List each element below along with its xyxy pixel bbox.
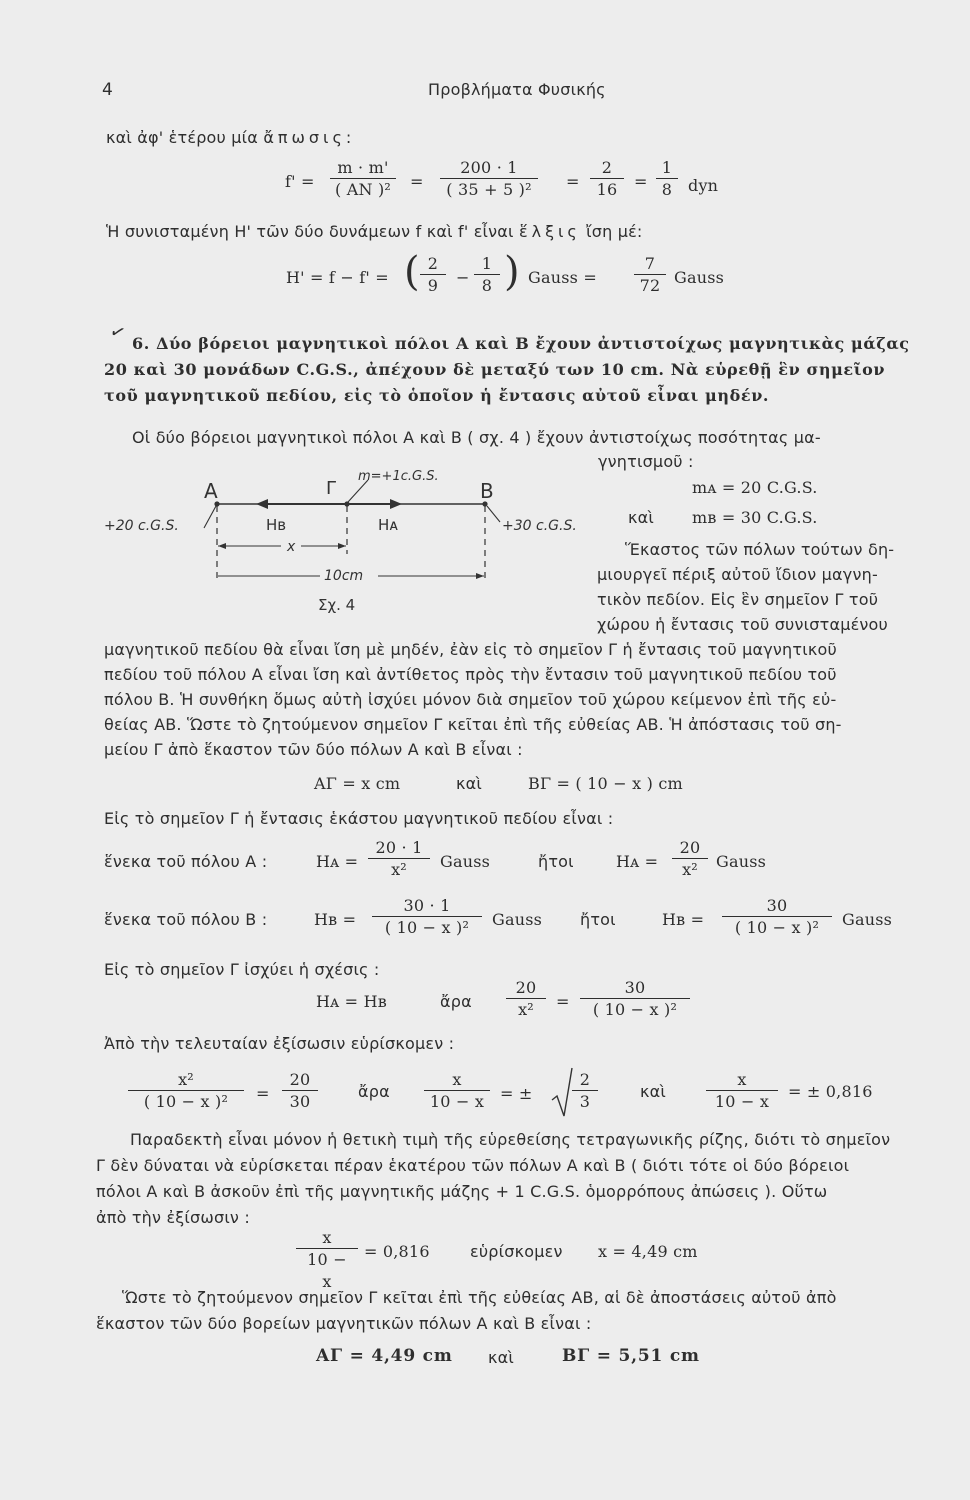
eq2-open-paren: ( [404,249,420,295]
resultant-tail: ἴση μέ: [586,222,643,241]
label-hb: Hʙ [266,516,286,534]
numerator: 2 [601,158,613,177]
cond-equals: = [556,992,570,1011]
hb-label: ἕνεκα τοῦ πόλου Β : [104,910,268,929]
hb2-unit: Gauss [842,910,893,929]
hb-unit: Gauss [492,910,543,929]
label-a: A [204,479,218,503]
denominator: ( 10 − x )² [372,916,482,939]
intro-emph: ἄπωσις: [263,128,356,147]
label-ha: Hᴀ [378,516,399,534]
denominator: ( 10 − x )² [722,916,832,939]
ha2-fraction [672,838,708,881]
result-fraction-4 [572,1070,598,1113]
cond-fraction-1 [506,978,546,1021]
solution-line-11: μείου Γ ἀπὸ ἕκαστον τῶν δύο πόλων Α καὶ Β εἶναι : [104,740,523,759]
numerator: 30 [766,896,788,915]
intro-line [106,128,355,147]
equals-sign: = [634,172,648,191]
cond-fraction-2 [580,978,690,1021]
eq2-fraction-2 [474,254,500,297]
resultant-line [106,222,643,241]
result-fraction-3 [424,1070,490,1113]
label-b: B [480,479,494,503]
mass-and: καὶ [628,508,654,527]
hb-fraction [372,896,482,939]
denominator: 3 [572,1090,598,1113]
x-dim-arrow-right [338,543,346,549]
denominator: 10 − x [706,1090,778,1113]
final-x: x = 4,49 cm [598,1242,698,1261]
final-and: καὶ [488,1348,514,1367]
ha-label: ἕνεκα τοῦ πόλου Α : [104,852,268,871]
solution-line-7: μαγνητικοῦ πεδίου θὰ εἶναι ἴση μὲ μηδέν, ἐὰν εἰς τὸ σημεῖον Γ ἡ ἔντασις τοῦ μαγνητικοῦ [104,640,837,659]
numerator: 200 · 1 [460,158,518,177]
label-right-charge: +30 c.G.S. [502,518,577,534]
eq1-fraction-1 [330,158,396,201]
result-value: = ± 0,816 [788,1082,873,1101]
eq1-fraction-3 [590,158,624,201]
final-eurisk: εὑρίσκομεν [470,1242,563,1261]
eq1-fraction-2 [440,158,538,201]
check-mark: ✓ [106,320,129,345]
solution-line-2: γνητισμοῦ : [598,452,694,471]
numerator: 1 [661,158,673,177]
final-fraction [296,1228,358,1293]
leader-right [487,506,500,522]
denominator: x² [506,998,546,1021]
eq2-fraction-1 [420,254,446,297]
figure-4 [96,462,601,618]
eq2-lhs: H' = f − f' = [286,268,389,287]
label-unit-mass: m=+1c.G.S. [358,469,439,484]
ha-arrowhead [390,499,402,509]
cond-ara: ἄρα [440,992,472,1011]
solution-line-4: μιουργεῖ πέριξ αὐτοῦ ἴδιον μαγνη- [597,565,878,584]
hb-lhs: Hʙ = [314,910,357,929]
solution-line-9: πόλου Β. Ἡ συνθήκη ὅμως αὐτὴ ἰσχύει μόνον διὰ σημεῖον τοῦ χώρου κείμενον ἐπὶ τῆς εὐ- [104,690,837,709]
denominator: 8 [656,178,678,201]
eq1-fraction-4 [656,158,678,201]
eq2-fraction-3 [634,254,666,297]
distance-ag: ΑΓ = x cm [314,774,401,793]
mass-b: mʙ = 30 C.G.S. [692,508,818,527]
ha2-lhs: Hᴀ = [616,852,659,871]
eq2-close-paren: ) [504,249,520,295]
denominator: 10 − x [424,1090,490,1113]
etoi-1: ἤτοι [538,852,574,871]
solution-line-20: ἕκαστον τῶν δύο βορείων μαγνητικῶν πόλων Α καὶ Β εἶναι : [96,1314,592,1333]
unit-dyn: dyn [688,176,719,195]
sqrt-sign-icon [550,1066,574,1118]
solution-line-12: Εἰς τὸ σημεῖον Γ ἡ ἔντασις ἑκάστου μαγνητικοῦ πεδίου εἶναι : [104,809,614,828]
result-fraction-5 [706,1070,778,1113]
hb2-fraction [722,896,832,939]
minus-sign: − [456,268,470,287]
numerator: x [452,1070,462,1089]
result-equals-1: = [256,1084,270,1103]
ab-dim-arrow [476,573,484,579]
solution-line-13: Εἰς τὸ σημεῖον Γ ἰσχύει ἡ σχέσις : [104,960,380,979]
problem-line-2: 20 καὶ 30 μονάδων C.G.S., ἀπέχουν δὲ μεταξύ των 10 cm. Νὰ εὑρεθῇ ἓν σημεῖον [104,360,886,379]
numerator: 30 · 1 [403,896,451,915]
ha2-unit: Gauss [716,852,767,871]
cond-lhs: Hᴀ = Hʙ [316,992,387,1011]
result-kai: καὶ [640,1082,666,1101]
problem-line-3: τοῦ μαγνητικοῦ πεδίου, εἰς τὸ ὁποῖον ἡ ἔντασις αὐτοῦ εἶναι μηδέν. [104,386,770,405]
eq2-unit-1: Gauss = [528,268,597,287]
denominator: 72 [634,274,666,297]
solution-line-1: Οἱ δύο βόρειοι μαγνητικοὶ πόλοι Α καὶ Β ( σχ. 4 ) ἔχουν ἀντιστοίχως ποσότητας μα- [132,428,821,447]
numerator: 7 [644,254,656,273]
mass-a: mᴀ = 20 C.G.S. [692,478,818,497]
solution-line-3: Ἕκαστος τῶν πόλων τούτων δη- [625,540,895,559]
denominator: 16 [590,178,624,201]
denominator: ( AN )² [330,178,396,201]
x-dim-arrow-left [218,543,226,549]
solution-line-17: πόλοι Α καὶ Β ἀσκοῦν ἐπὶ τῆς μαγνητικῆς μάζης + 1 C.G.S. ὁμορρόπους ἀπώσεις ). Οὕτω [96,1182,828,1201]
denominator: 8 [474,274,500,297]
numerator: 1 [481,254,493,273]
hb-arrowhead [256,499,268,509]
solution-line-19: Ὥστε τὸ ζητούμενον σημεῖον Γ κεῖται ἐπὶ τῆς εὐθείας ΑΒ, αἱ δὲ ἀποστάσεις αὐτοῦ ἀπὸ [122,1288,837,1307]
distance-and: καὶ [456,774,482,793]
final-bg: ΒΓ = 5,51 cm [562,1346,700,1366]
leader-left [204,506,216,528]
numerator: 20 [679,838,701,857]
distance-bg: ΒΓ = ( 10 − x ) cm [528,774,683,793]
numerator: 20 [289,1070,311,1089]
denominator: ( 10 − x )² [128,1090,244,1113]
denominator: 30 [282,1090,318,1113]
numerator: 20 [515,978,537,997]
solution-line-16: Γ δὲν δύναται νὰ εὑρίσκεται πέραν ἑκατέρου τῶν πόλων Α καὶ Β ( διότι τότε οἱ δύο βόρειοι [96,1156,850,1175]
resultant-emph: ἕλξις [518,222,581,241]
eq1-lhs: f' = [285,172,315,191]
ha-unit: Gauss [440,852,491,871]
equals-sign: = [410,172,424,191]
result-fraction-1 [128,1070,244,1113]
running-title: Προβλήματα Φυσικής [428,80,606,99]
resultant-text: Ἡ συνισταμένη Η' τῶν δύο δυνάμεων f καὶ f' εἶναι [106,222,514,241]
numerator: x² [178,1070,194,1089]
figure-caption: Σχ. 4 [318,596,356,614]
solution-line-15: Παραδεκτὴ εἶναι μόνον ἡ θετικὴ τιμὴ τῆς εὑρεθείσης τετραγωνικῆς ρίζης, διότι τὸ σημεῖον [130,1130,891,1149]
equals-sign: = [566,172,580,191]
ha-lhs: Hᴀ = [316,852,359,871]
numerator: m · m' [337,158,389,177]
denominator: ( 35 + 5 )² [440,178,538,201]
hb2-lhs: Hʙ = [662,910,705,929]
eq2-unit-2: Gauss [674,268,725,287]
intro-text: καὶ ἀφ' ἑτέρου μία [106,128,259,147]
solution-line-6: χώρου ἡ ἔντασις τοῦ συνισταμένου [597,615,889,634]
numerator: x [737,1070,747,1089]
label-g: Γ [326,478,337,499]
denominator: 10 − x [296,1248,358,1293]
page-number: 4 [102,80,114,100]
solution-line-14: Ἀπὸ τὴν τελευταίαν ἐξίσωσιν εὑρίσκομεν : [104,1034,455,1053]
numerator: 20 · 1 [375,838,423,857]
numerator: 2 [427,254,439,273]
denominator: x² [368,858,430,881]
final-ag: ΑΓ = 4,49 cm [316,1346,453,1366]
denominator: ( 10 − x )² [580,998,690,1021]
result-fraction-2 [282,1070,318,1113]
denominator: x² [672,858,708,881]
denominator: 9 [420,274,446,297]
solution-line-18: ἀπὸ τὴν ἐξίσωσιν : [96,1208,250,1227]
numerator: x [322,1228,332,1247]
numerator: 30 [624,978,646,997]
result-ara: ἄρα [358,1082,390,1101]
problem-line-1: 6. Δύο βόρειοι μαγνητικοὶ πόλοι Α καὶ Β ἔχουν ἀντιστοίχως μαγνητικὰς μάζας [132,334,910,353]
etoi-2: ἤτοι [580,910,616,929]
label-10cm: 10cm [324,568,364,584]
result-plus-minus: = ± [500,1084,533,1103]
ha-fraction [368,838,430,881]
numerator: 2 [579,1070,591,1089]
solution-line-10: θείας ΑΒ. Ὥστε τὸ ζητούμενον σημεῖον Γ κεῖται ἐπὶ τῆς εὐθείας ΑΒ. Ἡ ἀπόστασις τοῦ ση- [104,715,842,734]
solution-line-5: τικὸν πεδίον. Εἰς ἓν σημεῖον Γ τοῦ [597,590,879,609]
final-value: = 0,816 [364,1242,430,1261]
label-x: x [287,539,296,555]
solution-line-8: πεδίου τοῦ πόλου Α εἶναι ἴση καὶ ἀντίθετος πρὸς τὴν ἔντασιν τοῦ μαγνητικοῦ πεδίου τοῦ [104,665,837,684]
label-left-charge: +20 c.G.S. [104,518,179,534]
